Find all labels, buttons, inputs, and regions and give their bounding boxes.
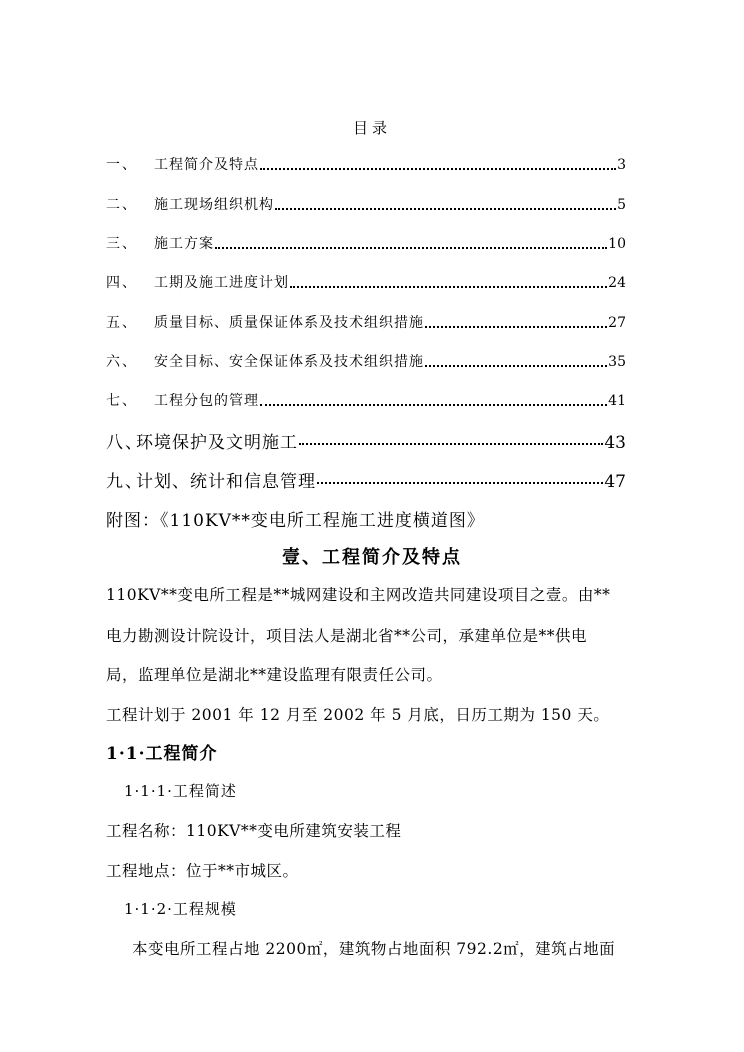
- toc-item-title: 施工现场组织机构: [154, 197, 274, 213]
- toc-item-page: 3: [617, 157, 626, 173]
- toc-item[interactable]: [106, 154, 626, 176]
- toc-item[interactable]: [106, 194, 626, 216]
- toc-item-page: 41: [608, 393, 626, 409]
- toc-item-title: 施工方案: [154, 236, 214, 252]
- toc-item-title: 质量目标、质量保证体系及技术组织措施: [154, 315, 424, 331]
- toc-item-title: 环境保护及文明施工: [136, 433, 298, 453]
- intro-paragraph-line: 局，监理单位是湖北**建设监理有限责任公司。: [106, 666, 443, 684]
- toc-title: 目录: [352, 119, 391, 137]
- toc-item[interactable]: [106, 312, 626, 334]
- toc-leader-dots: [425, 318, 607, 329]
- toc-item-number: 九、: [106, 472, 144, 492]
- subsubsection-heading: 1·1·1·工程简述: [124, 782, 237, 800]
- toc-item-number: 五、: [106, 315, 138, 331]
- toc-item[interactable]: [106, 390, 626, 412]
- toc-item-number: 八、: [106, 433, 144, 453]
- toc-item-number: 三、: [106, 236, 138, 252]
- toc-item[interactable]: [106, 233, 626, 255]
- section-title: 壹、工程简介及特点: [282, 547, 462, 568]
- project-name-line: 工程名称：110KV**变电所建筑安装工程: [106, 822, 402, 840]
- toc-item[interactable]: [106, 272, 626, 294]
- subsubsection-heading: 1·1·2·工程规模: [124, 900, 237, 918]
- toc-item-title: 工程分包的管理: [154, 393, 259, 409]
- toc-item-page: 43: [604, 433, 626, 453]
- toc-item[interactable]: [106, 351, 626, 373]
- toc-leader-dots: [260, 396, 607, 407]
- toc-item-page: 47: [604, 472, 626, 492]
- toc-item-number: 七、: [106, 393, 138, 409]
- toc-leader-dots: [260, 160, 616, 171]
- toc-leader-dots: [317, 472, 603, 485]
- toc-item[interactable]: [106, 467, 626, 492]
- toc-item-page: 5: [617, 197, 626, 213]
- schedule-paragraph: 工程计划于 2001 年 12 月至 2002 年 5 月底，日历工期为 150 天。: [106, 706, 610, 724]
- scale-paragraph-line: 本变电所工程占地 2200㎡，建筑物占地面积 792.2㎡，建筑占地面: [132, 940, 616, 958]
- toc-item-number: 六、: [106, 354, 138, 370]
- toc-item-number: 四、: [106, 275, 138, 291]
- toc-item-page: 24: [608, 275, 626, 291]
- toc-leader-dots: [215, 239, 607, 250]
- toc-item-page: 35: [608, 354, 626, 370]
- toc-item-title: 工程简介及特点: [154, 157, 259, 173]
- toc-leader-dots: [275, 200, 616, 211]
- toc-leader-dots: [299, 433, 603, 446]
- toc-item-number: 二、: [106, 197, 138, 213]
- project-location-line: 工程地点：位于**市城区。: [106, 862, 299, 880]
- toc-item-page: 27: [608, 315, 626, 331]
- toc-item-title: 计划、统计和信息管理: [136, 472, 316, 492]
- intro-paragraph-line: 电力勘测设计院设计，项目法人是湖北省**公司，承建单位是**供电: [106, 627, 588, 645]
- toc-item[interactable]: [106, 428, 626, 453]
- toc-leader-dots: [425, 357, 607, 368]
- toc-appendix: 附图：《110KV**变电所工程施工进度横道图》: [106, 511, 485, 531]
- toc-leader-dots: [290, 278, 607, 289]
- toc-item-number: 一、: [106, 157, 138, 173]
- toc-item-title: 安全目标、安全保证体系及技术组织措施: [154, 354, 424, 370]
- toc-item-page: 10: [608, 236, 626, 252]
- subsection-heading: 1·1·工程简介: [106, 744, 218, 764]
- intro-paragraph-line: 110KV**变电所工程是**城网建设和主网改造共同建设项目之壹。由**: [106, 586, 611, 604]
- toc-item-title: 工期及施工进度计划: [154, 275, 289, 291]
